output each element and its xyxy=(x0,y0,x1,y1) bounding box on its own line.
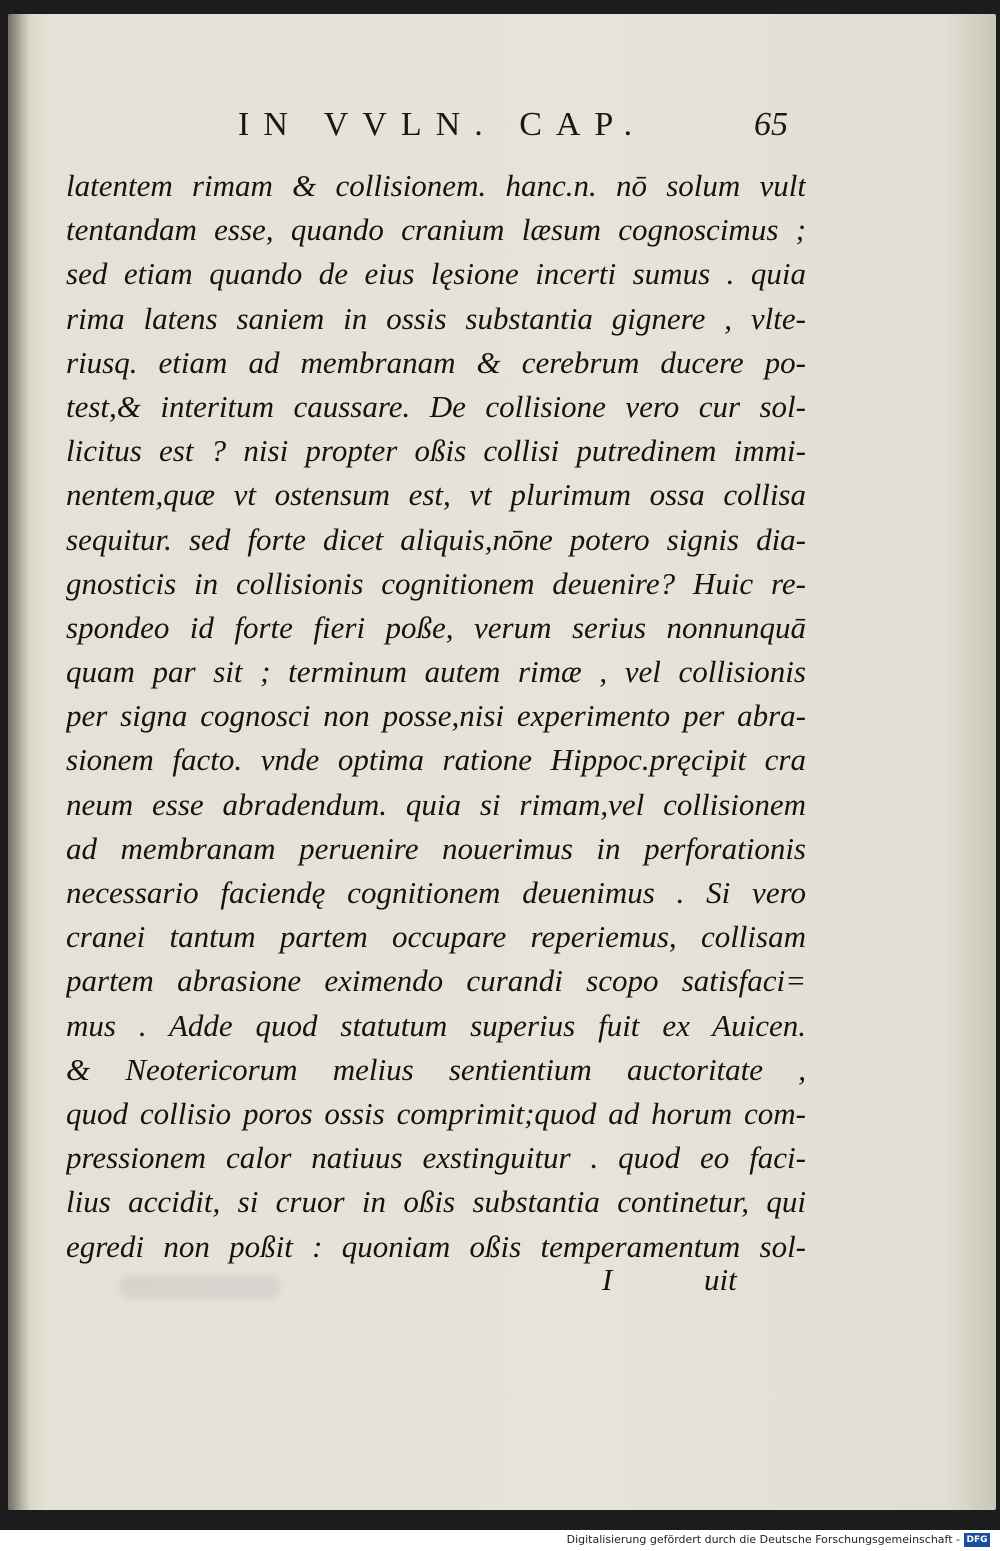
gutter-shadow xyxy=(8,14,30,1510)
text-line: riusq. etiam ad membranam & cerebrum ducere po- xyxy=(66,344,806,380)
footer-bar xyxy=(0,1530,1000,1551)
text-line: sionem facto. vnde optima ratione Hippoc.pręcipit cra xyxy=(66,742,806,778)
text-line: cranei tantum partem occupare reperiemus, collisam xyxy=(66,919,806,955)
text-line: per signa cognosci non posse,nisi experimento per abra- xyxy=(66,698,806,734)
text-line: licitus est ? nisi propter oßis collisi putredinem immi- xyxy=(66,433,806,469)
text-block xyxy=(66,164,806,1269)
faded-stamp xyxy=(120,1276,280,1298)
folio-number: 65 xyxy=(754,106,788,143)
catchword: uit xyxy=(704,1262,737,1297)
text-line: necessario faciendę cognitionem deuenimus . Si vero xyxy=(66,875,806,910)
text-line: & Neotericorum melius sentientium auctoritate , xyxy=(66,1051,806,1087)
text-line: mus . Adde quod statutum superius fuit ex Auicen. xyxy=(66,1007,806,1043)
text-line: rima latens saniem in ossis substantia gignere , vlte- xyxy=(66,300,806,336)
text-line: ad membranam peruenire nouerimus in perforationis xyxy=(66,830,806,866)
text-line: nentem,quæ vt ostensum est, vt plurimum ossa collisa xyxy=(66,477,806,513)
text-line: egredi non poßit : quoniam oßis temperamentum sol- xyxy=(66,1228,806,1264)
text-line: gnosticis in collisionis cognitionem deuenire? Huic re- xyxy=(66,565,806,601)
text-line: tentandam esse, quando cranium læsum cognoscimus ; xyxy=(66,212,806,248)
text-line: quod collisio poros ossis comprimit;quod ad horum com- xyxy=(66,1095,806,1131)
text-line: sed etiam quando de eius lęsione incerti sumus . quia xyxy=(66,256,806,292)
book-page xyxy=(8,14,996,1510)
dfg-logo: DFG xyxy=(964,1533,990,1547)
text-line: spondeo id forte fieri poße, verum serius nonnunquā xyxy=(66,609,806,645)
text-line: partem abrasione eximendo curandi scopo satisfaci= xyxy=(66,963,806,999)
text-line: quam par sit ; terminum autem rimæ , vel collisionis xyxy=(66,654,806,690)
signature-mark: I xyxy=(602,1262,613,1297)
running-title: IN VVLN. CAP. xyxy=(238,106,647,143)
text-line: sequitur. sed forte dicet aliquis,nōne potero signis dia- xyxy=(66,521,806,557)
text-line: latentem rimam & collisionem. hanc.n. nō solum vult xyxy=(66,168,806,203)
text-line: lius accidit, si cruor in oßis substantia continetur, qui xyxy=(66,1184,806,1220)
text-line: test,& interitum caussare. De collisione vero cur sol- xyxy=(66,388,806,424)
running-head xyxy=(228,106,788,146)
funding-credit: Digitalisierung gefördert durch die Deutsche Forschungsgemeinschaft - xyxy=(566,1533,960,1546)
text-line: pressionem calor natiuus exstinguitur . quod eo faci- xyxy=(66,1140,806,1176)
text-line: neum esse abradendum. quia si rimam,vel collisionem xyxy=(66,786,806,822)
